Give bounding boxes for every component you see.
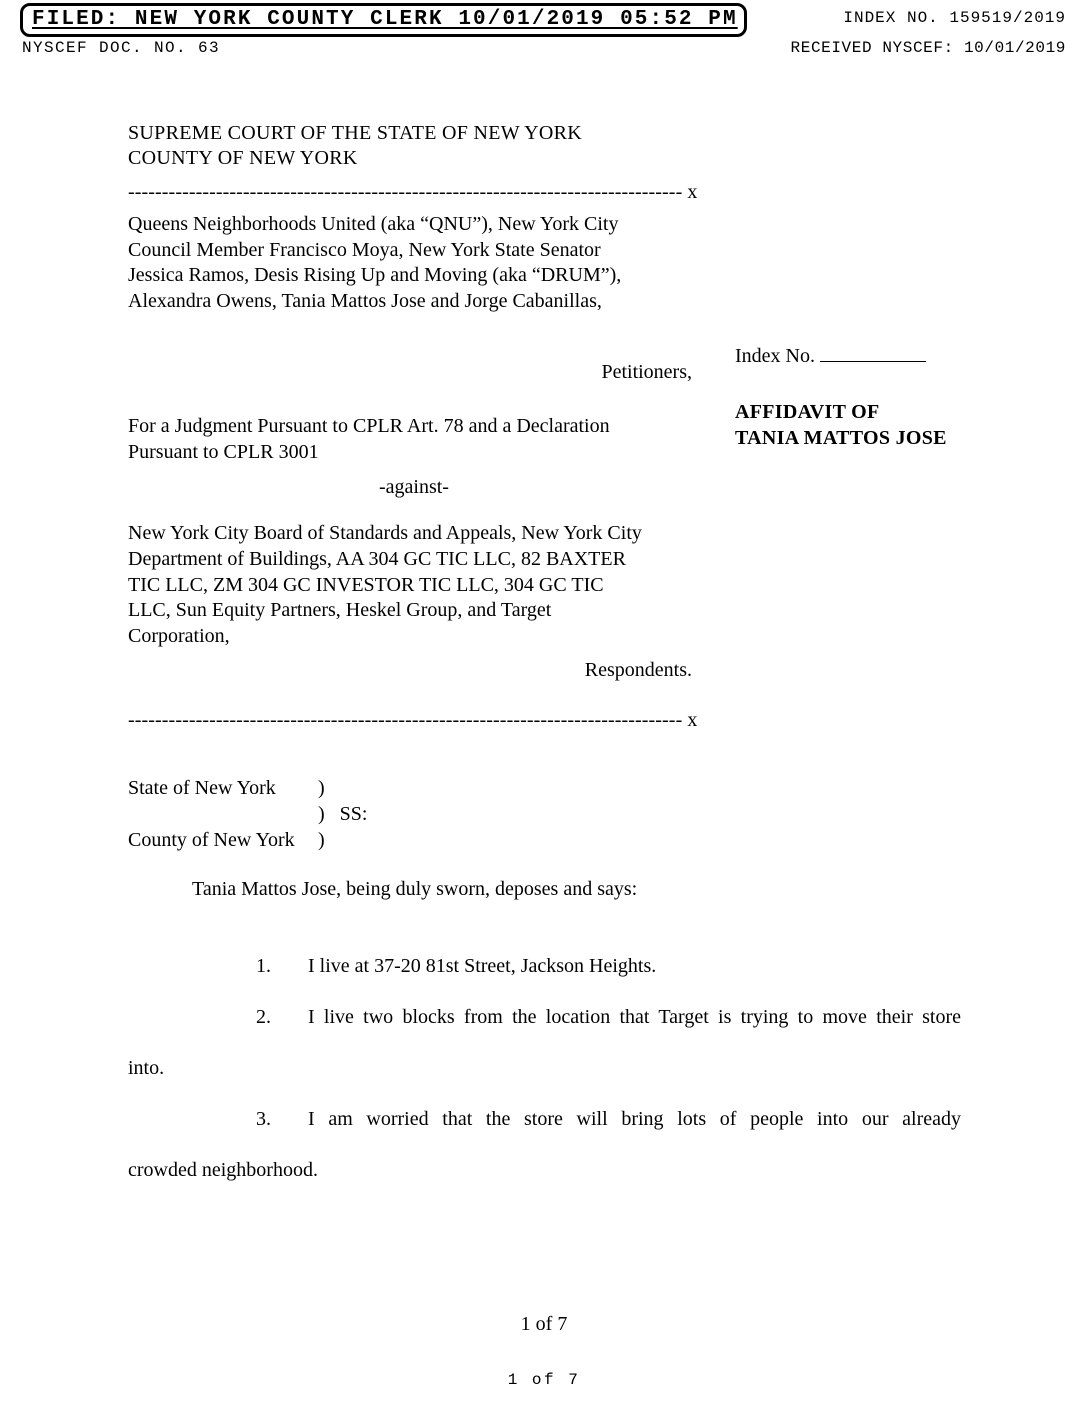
affidavit-paragraph-3-continued: crowded neighborhood. xyxy=(128,1159,318,1181)
caption-divider-top: ---------------------------------------------------------------------------------- x xyxy=(128,181,698,203)
sworn-statement-opening: Tania Mattos Jose, being duly sworn, deposes and says: xyxy=(192,878,638,900)
judgment-description-line2: Pursuant to CPLR 3001 xyxy=(128,441,319,463)
nyscef-page-number: 1 of 7 xyxy=(507,1371,581,1389)
judgment-description-line1: For a Judgment Pursuant to CPLR Art. 78 and a Declaration xyxy=(128,415,610,437)
paragraph-text: I live at 37-20 81st Street, Jackson Heights. xyxy=(308,955,657,977)
document-title-line1: AFFIDAVIT OF xyxy=(735,401,880,423)
document-title xyxy=(735,399,947,451)
caption-divider-bottom: ---------------------------------------------------------------------------------- x xyxy=(128,709,698,731)
respondent-names-line: New York City Board of Standards and Appeals, New York City xyxy=(128,522,642,544)
venue-paren: ) xyxy=(318,803,325,825)
venue-ss-line xyxy=(128,801,367,827)
affidavit-paragraph-2-continued: into. xyxy=(128,1057,165,1079)
venue-state-line xyxy=(128,775,367,801)
caption-left-column xyxy=(128,212,700,702)
venue-county-label: County of New York xyxy=(128,829,295,851)
venue-block xyxy=(128,775,367,853)
received-date: RECEIVED NYSCEF: 10/01/2019 xyxy=(790,39,1066,57)
petitioner-names-line: Alexandra Owens, Tania Mattos Jose and Jorge Cabanillas, xyxy=(128,289,602,312)
doc-page-number: 1 of 7 xyxy=(520,1313,568,1335)
petitioner-names-line: Jessica Ramos, Desis Rising Up and Moving (aka “DRUM”), xyxy=(128,264,622,286)
venue-county-line xyxy=(128,827,367,853)
nyscef-doc-number: NYSCEF DOC. NO. 63 xyxy=(22,39,221,57)
petitioners-label: Petitioners, xyxy=(601,361,692,383)
respondent-names xyxy=(128,521,642,650)
filed-stamp-banner xyxy=(20,3,747,37)
paragraph-text: I am worried that the store will bring lots of people into our already xyxy=(308,1108,961,1130)
petitioner-names-line: Council Member Francisco Moya, New York State Senator xyxy=(128,238,601,261)
venue-state-label: State of New York xyxy=(128,777,276,799)
respondent-names-line: Corporation, xyxy=(128,625,230,648)
index-no-label: Index No. xyxy=(735,345,815,367)
respondents-label: Respondents. xyxy=(584,659,692,681)
court-name-line2: COUNTY OF NEW YORK xyxy=(128,147,358,169)
index-no-blank-line xyxy=(820,344,926,362)
respondent-names-line: Department of Buildings, AA 304 GC TIC LLC, 82 BAXTER xyxy=(128,547,626,570)
document-title-line2: TANIA MATTOS JOSE xyxy=(735,427,947,449)
index-no-line xyxy=(735,344,1065,368)
paragraph-text: I live two blocks from the location that Target is trying to move their store xyxy=(308,1006,961,1028)
venue-paren: ) xyxy=(318,777,325,799)
paragraph-number: 3. xyxy=(256,1108,271,1130)
against-label: -against- xyxy=(379,476,449,498)
respondent-names-line: LLC, Sun Equity Partners, Heskel Group, and Target xyxy=(128,599,552,622)
affidavit-paragraph-2 xyxy=(128,992,961,1043)
venue-ss-label: SS: xyxy=(339,803,368,825)
court-name xyxy=(128,121,582,171)
caption-right-column xyxy=(735,344,1065,449)
petitioner-names xyxy=(128,212,700,314)
court-name-line1: SUPREME COURT OF THE STATE OF NEW YORK xyxy=(128,122,583,144)
venue-paren: ) xyxy=(318,829,325,851)
index-number: INDEX NO. 159519/2019 xyxy=(843,9,1066,27)
affidavit-paragraph-1 xyxy=(128,941,961,992)
affidavit-paragraphs xyxy=(128,941,961,1196)
petitioner-names-line: Queens Neighborhoods United (aka “QNU”), New York City xyxy=(128,213,619,235)
filed-stamp-text: FILED: NEW YORK COUNTY CLERK 10/01/2019 05:52 PM xyxy=(32,8,738,31)
affidavit-paragraph-3 xyxy=(128,1094,961,1145)
paragraph-number: 1. xyxy=(256,955,271,977)
respondent-names-line: TIC LLC, ZM 304 GC INVESTOR TIC LLC, 304 GC TIC xyxy=(128,573,604,596)
judgment-description xyxy=(128,413,610,465)
paragraph-number: 2. xyxy=(256,1006,271,1028)
